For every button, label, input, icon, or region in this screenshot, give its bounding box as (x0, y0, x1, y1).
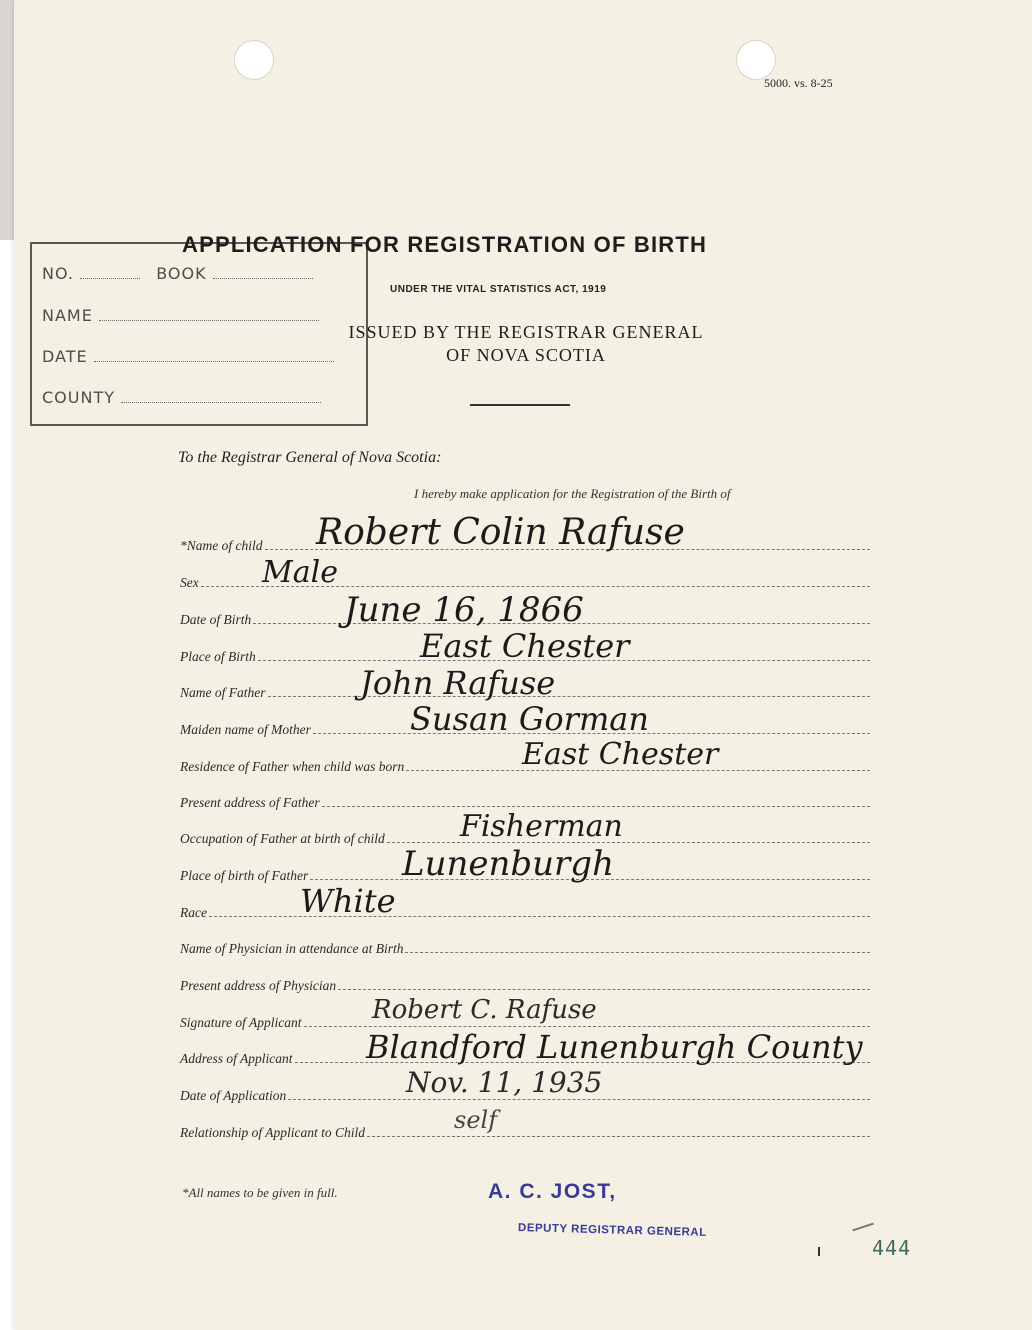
field-label: Name of Physician in attendance at Birth (180, 941, 404, 956)
header-rule (470, 404, 570, 406)
handwritten-race: White (300, 882, 396, 920)
punch-hole (736, 40, 776, 80)
field-physician-name (180, 937, 870, 957)
page-number: 444 (872, 1236, 912, 1260)
field-label: Present address of Father (180, 795, 320, 810)
field-race (180, 901, 870, 921)
field-label: Relationship of Applicant to Child (180, 1125, 365, 1140)
handwritten-residence-of-father: East Chester (522, 737, 719, 772)
form-subtitle: UNDER THE VITAL STATISTICS ACT, 1919 (390, 284, 607, 295)
field-label: Date of Application (180, 1088, 287, 1103)
stamp-name-label: NAME (42, 306, 93, 325)
field-label: Race (180, 905, 207, 920)
handwritten-address-of-applicant: Blandford Lunenburgh County (366, 1028, 863, 1066)
field-label: Signature of Applicant (180, 1015, 302, 1030)
field-label: Address of Applicant (180, 1051, 293, 1066)
handwritten-date-of-birth: June 16, 1866 (344, 590, 584, 630)
handwritten-date-of-application: Nov. 11, 1935 (406, 1066, 603, 1099)
field-relationship-to-child (180, 1121, 870, 1141)
form-number: 5000. vs. 8-25 (764, 76, 833, 90)
handwritten-place-of-birth-of-father: Lunenburgh (402, 844, 614, 884)
handwritten-place-of-birth: East Chester (420, 627, 630, 665)
scan-background (0, 0, 14, 240)
tick-mark (818, 1247, 820, 1256)
handwritten-maiden-name-of-mother: Susan Gorman (410, 700, 649, 738)
salutation: To the Registrar General of Nova Scotia: (178, 449, 442, 466)
form-title: APPLICATION FOR REGISTRATION OF BIRTH (182, 232, 708, 257)
official-stamp-name: A. C. JOST, (488, 1180, 617, 1203)
field-label: Name of Father (180, 685, 266, 700)
field-label: Place of birth of Father (180, 868, 309, 883)
field-physician-address (180, 974, 870, 994)
field-label: Sex (180, 575, 199, 590)
handwritten-relationship: self (454, 1106, 498, 1134)
field-label: Occupation of Father at birth of child (180, 831, 385, 846)
field-label: Present address of Physician (180, 978, 337, 993)
stamp-book-label: BOOK (156, 264, 207, 283)
field-label: Maiden name of Mother (180, 722, 311, 737)
handwritten-occupation-of-father: Fisherman (460, 809, 623, 844)
punch-hole (234, 40, 274, 80)
intro-statement: I hereby make application for the Registration of the Birth of (414, 486, 731, 501)
stamp-date-label: DATE (42, 347, 88, 366)
handwritten-name-of-child: Robert Colin Rafuse (316, 512, 685, 553)
field-label: *Name of child (180, 538, 263, 553)
footnote: *All names to be given in full. (182, 1185, 338, 1200)
stamp-no-label: NO. (42, 264, 74, 283)
official-stamp-title: DEPUTY REGISTRAR GENERAL (517, 1222, 707, 1239)
field-label: Residence of Father when child was born (180, 759, 405, 774)
handwritten-signature-of-applicant: Robert C. Rafuse (372, 995, 597, 1025)
stamp-county-label: COUNTY (42, 388, 115, 407)
handwritten-name-of-father: John Rafuse (360, 664, 556, 702)
issuer (306, 321, 746, 367)
field-label: Place of Birth (180, 649, 256, 664)
issuer-line-1: ISSUED BY THE REGISTRAR GENERAL (348, 322, 704, 342)
issuer-line-2: OF NOVA SCOTIA (446, 345, 606, 365)
handwritten-sex: Male (262, 555, 338, 590)
field-label: Date of Birth (180, 612, 252, 627)
field-present-address-of-father (180, 791, 870, 811)
